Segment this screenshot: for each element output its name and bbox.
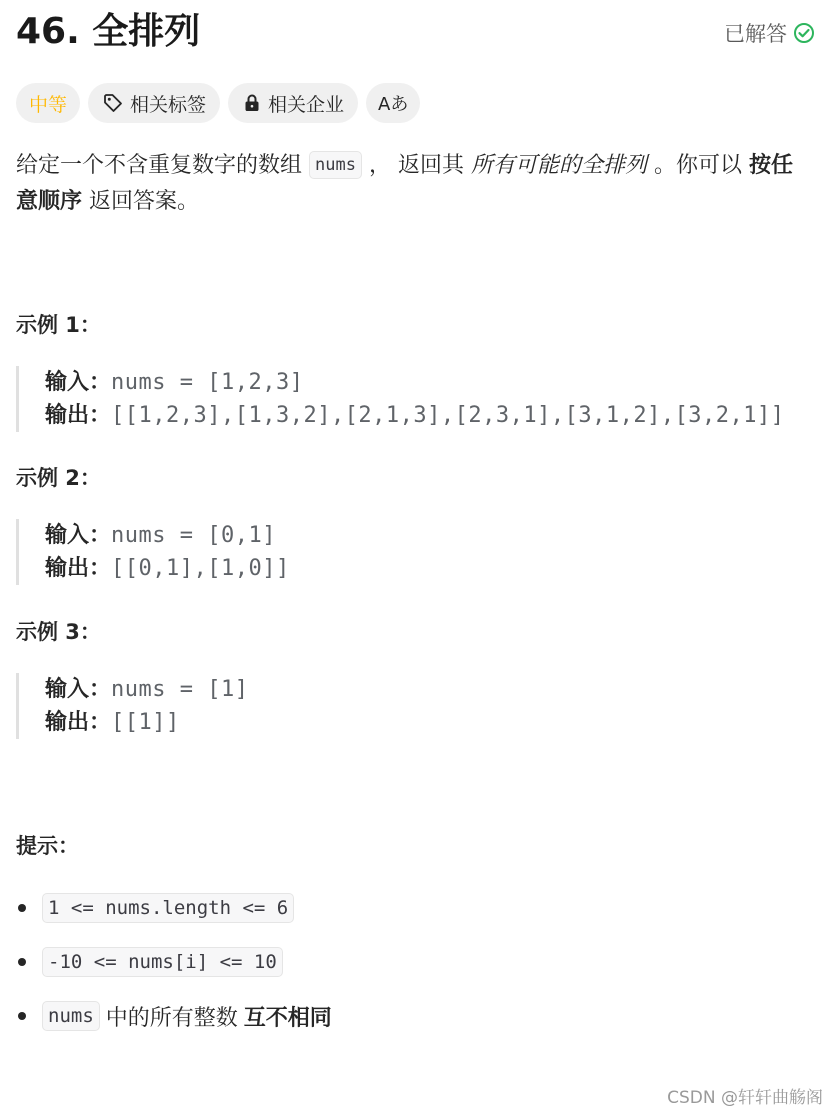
title-row bbox=[16, 8, 819, 58]
output-value: [[1]] bbox=[111, 710, 180, 735]
input-value: nums = [1] bbox=[111, 677, 249, 702]
example-1-input bbox=[45, 366, 815, 399]
bullet-icon bbox=[18, 958, 26, 966]
hint-text: 中的所有整数 bbox=[105, 1005, 238, 1031]
watermark: CSDN @轩轩曲觞阁 bbox=[667, 1088, 823, 1108]
example-2-block bbox=[16, 519, 815, 585]
list-item bbox=[16, 944, 806, 980]
inline-code: nums bbox=[42, 1001, 100, 1031]
input-label: 输入： bbox=[45, 677, 112, 702]
list-item bbox=[16, 890, 806, 926]
desc-italic: 所有可能的全排列 bbox=[470, 153, 647, 178]
input-label: 输入： bbox=[45, 523, 112, 548]
example-1-output bbox=[45, 399, 815, 432]
desc-bold: 按任意顺序 bbox=[16, 153, 793, 214]
example-3-title: 示例 3： bbox=[16, 620, 101, 644]
related-tags-label: 相关标签 bbox=[130, 93, 207, 116]
output-value: [[0,1],[1,0]] bbox=[111, 556, 290, 581]
tag-bar bbox=[16, 83, 420, 123]
example-1-block bbox=[16, 366, 815, 432]
input-label: 输入： bbox=[45, 370, 112, 395]
example-2-output bbox=[45, 552, 815, 585]
bullet-icon bbox=[18, 904, 26, 912]
related-companies-label: 相关企业 bbox=[268, 93, 345, 116]
related-tags-button[interactable] bbox=[88, 83, 220, 123]
inline-code: -10 <= nums[i] <= 10 bbox=[42, 947, 283, 977]
hints-list bbox=[16, 890, 806, 1052]
desc-text: 。你可以 bbox=[646, 153, 749, 178]
example-3-input bbox=[45, 673, 815, 706]
inline-code: nums bbox=[309, 151, 362, 179]
input-value: nums = [1,2,3] bbox=[111, 370, 304, 395]
translate-icon: Aあ bbox=[378, 94, 409, 115]
list-item bbox=[16, 998, 806, 1034]
tag-icon bbox=[102, 92, 124, 114]
lock-icon bbox=[242, 93, 262, 113]
desc-text: ， 返回其 bbox=[361, 153, 471, 178]
example-2-input bbox=[45, 519, 815, 552]
example-3-output bbox=[45, 706, 815, 739]
problem-description bbox=[16, 148, 811, 220]
inline-code: 1 <= nums.length <= 6 bbox=[42, 893, 294, 923]
related-companies-button[interactable] bbox=[228, 83, 358, 123]
output-label: 输出： bbox=[45, 403, 112, 428]
hint-bold: 互不相同 bbox=[243, 1005, 332, 1031]
example-3-block bbox=[16, 673, 815, 739]
solved-status bbox=[724, 18, 815, 48]
bullet-icon bbox=[18, 1012, 26, 1020]
difficulty-badge: 中等 bbox=[16, 83, 80, 123]
example-2-title: 示例 2： bbox=[16, 466, 101, 490]
input-value: nums = [0,1] bbox=[111, 523, 276, 548]
translate-button[interactable] bbox=[366, 83, 420, 123]
hints-title: 提示： bbox=[16, 834, 79, 858]
desc-text: 返回答案。 bbox=[82, 189, 200, 214]
output-label: 输出： bbox=[45, 710, 112, 735]
example-1-title: 示例 1： bbox=[16, 313, 101, 337]
output-value: [[1,2,3],[1,3,2],[2,1,3],[2,3,1],[3,1,2],[3,2,1]] bbox=[111, 403, 785, 428]
output-label: 输出： bbox=[45, 556, 112, 581]
solved-label: 已解答 bbox=[724, 22, 787, 46]
check-circle-icon bbox=[793, 22, 815, 44]
problem-title[interactable]: 46. 全排列 bbox=[16, 11, 201, 52]
desc-text: 给定一个不含重复数字的数组 bbox=[16, 153, 309, 178]
